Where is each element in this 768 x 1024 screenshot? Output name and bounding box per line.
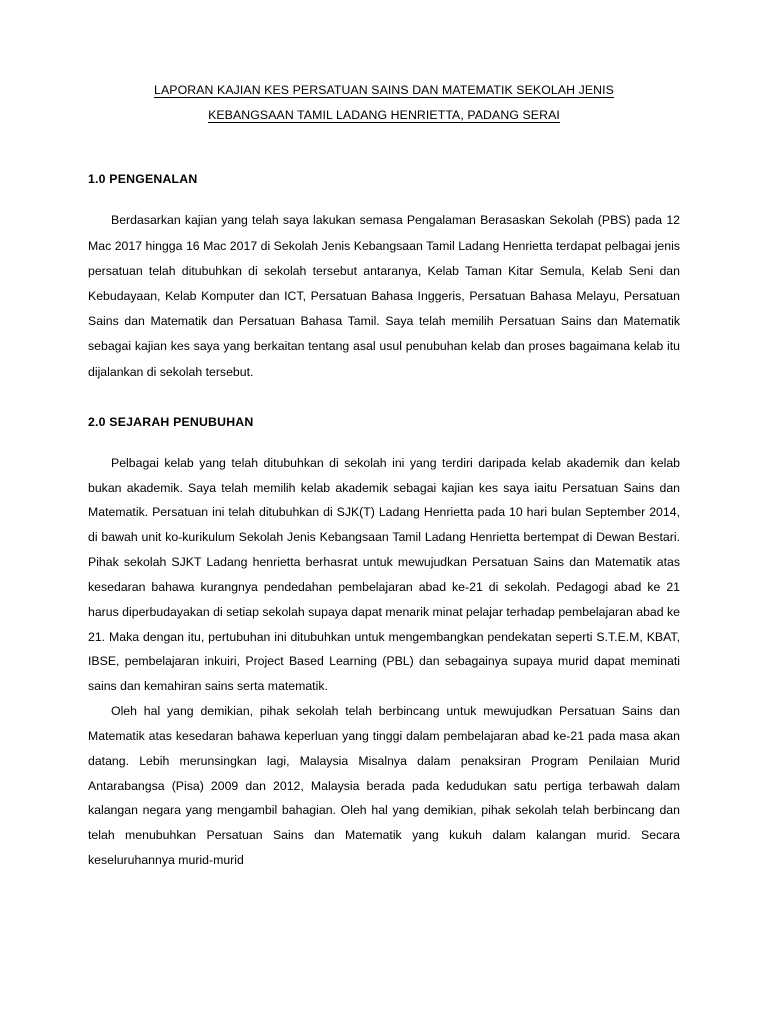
section-heading-sejarah-penubuhan: 2.0 SEJARAH PENUBUHAN — [88, 414, 254, 429]
page-title-line-1: LAPORAN KAJIAN KES PERSATUAN SAINS DAN MATEMATIK SEKOLAH JENIS — [154, 83, 614, 97]
page-title — [88, 78, 680, 128]
page-title-line-2: KEBANGSAAN TAMIL LADANG HENRIETTA, PADANG SERAI — [208, 108, 560, 123]
section-1-paragraph-1: Berdasarkan kajian yang telah saya lakukan semasa Pengalaman Berasaskan Sekolah (PBS) pada 12 Mac 2017 hingga 16 Mac 2017 di Sekolah Jenis Kebangsaan Tamil Ladang Henrietta terdapat pelbagai jenis persatuan telah ditubuhkan di sekolah tersebut antaranya, Kelab Taman Kitar Semula, Kelab Seni dan Kebudayaan, Kelab Komputer dan ICT, Persatuan Bahasa Inggeris, Persatuan Bahasa Melayu, Persatuan Sains dan Matematik dan Persatuan Bahasa Tamil. Saya telah memilih Persatuan Sains dan Matematik sebagai kajian kes saya yang berkaitan tentang asal usul penubuhan kelab dan proses bagaimana kelab itu dijalankan di sekolah tersebut. — [88, 213, 680, 379]
section-2-paragraph-1: Pelbagai kelab yang telah ditubuhkan di sekolah ini yang terdiri daripada kelab akademik dan kelab bukan akademik. Saya telah memilih kelab akademik sebagai kajian kes saya iaitu Persatuan Sains dan Matematik. Persatuan ini telah ditubuhkan di SJK(T) Ladang Henrietta pada 10 hari bulan September 2014, di bawah unit ko-kurikulum Sekolah Jenis Kebangsaan Tamil Ladang Henrietta bertempat di Dewan Bestari. Pihak sekolah SJKT Ladang henrietta berhasrat untuk mewujudkan Persatuan Sains dan Matematik atas kesedaran bahawa kurangnya pendedahan pembelajaran abad ke-21 di sekolah. Pedagogi abad ke 21 harus diperbudayakan di setiap sekolah supaya dapat menarik minat pelajar terhadap pembelajaran abad ke 21. Maka dengan itu, pertubuhan ini ditubuhkan untuk mengembangkan pendekatan seperti S.T.E.M, KBAT, IBSE, pembelajaran inkuiri, Project Based Learning (PBL) dan sebagainya supaya murid dapat meminati sains dan kemahiran sains serta matematik. — [88, 455, 681, 694]
section-2-paragraph-2: Oleh hal yang demikian, pihak sekolah telah berbincang untuk mewujudkan Persatuan Sains dan Matematik atas kesedaran bahawa keperluan yang tinggi dalam pembelajaran abad ke-21 pada masa akan datang. Lebih merunsingkan lagi, Malaysia Misalnya dalam penaksiran Program Penilaian Murid Antarabangsa (Pisa) 2009 dan 2012, Malaysia berada pada kedudukan satu pertiga terbawah dalam kalangan negara yang mengambil bahagian. Oleh hal yang demikian, pihak sekolah telah berbincang dan telah menubuhkan Persatuan Sains dan Matematik yang kukuh dalam kalangan murid. Secara keseluruhannya murid-murid — [88, 704, 680, 868]
section-heading-pengenalan: 1.0 PENGENALAN — [88, 172, 198, 187]
